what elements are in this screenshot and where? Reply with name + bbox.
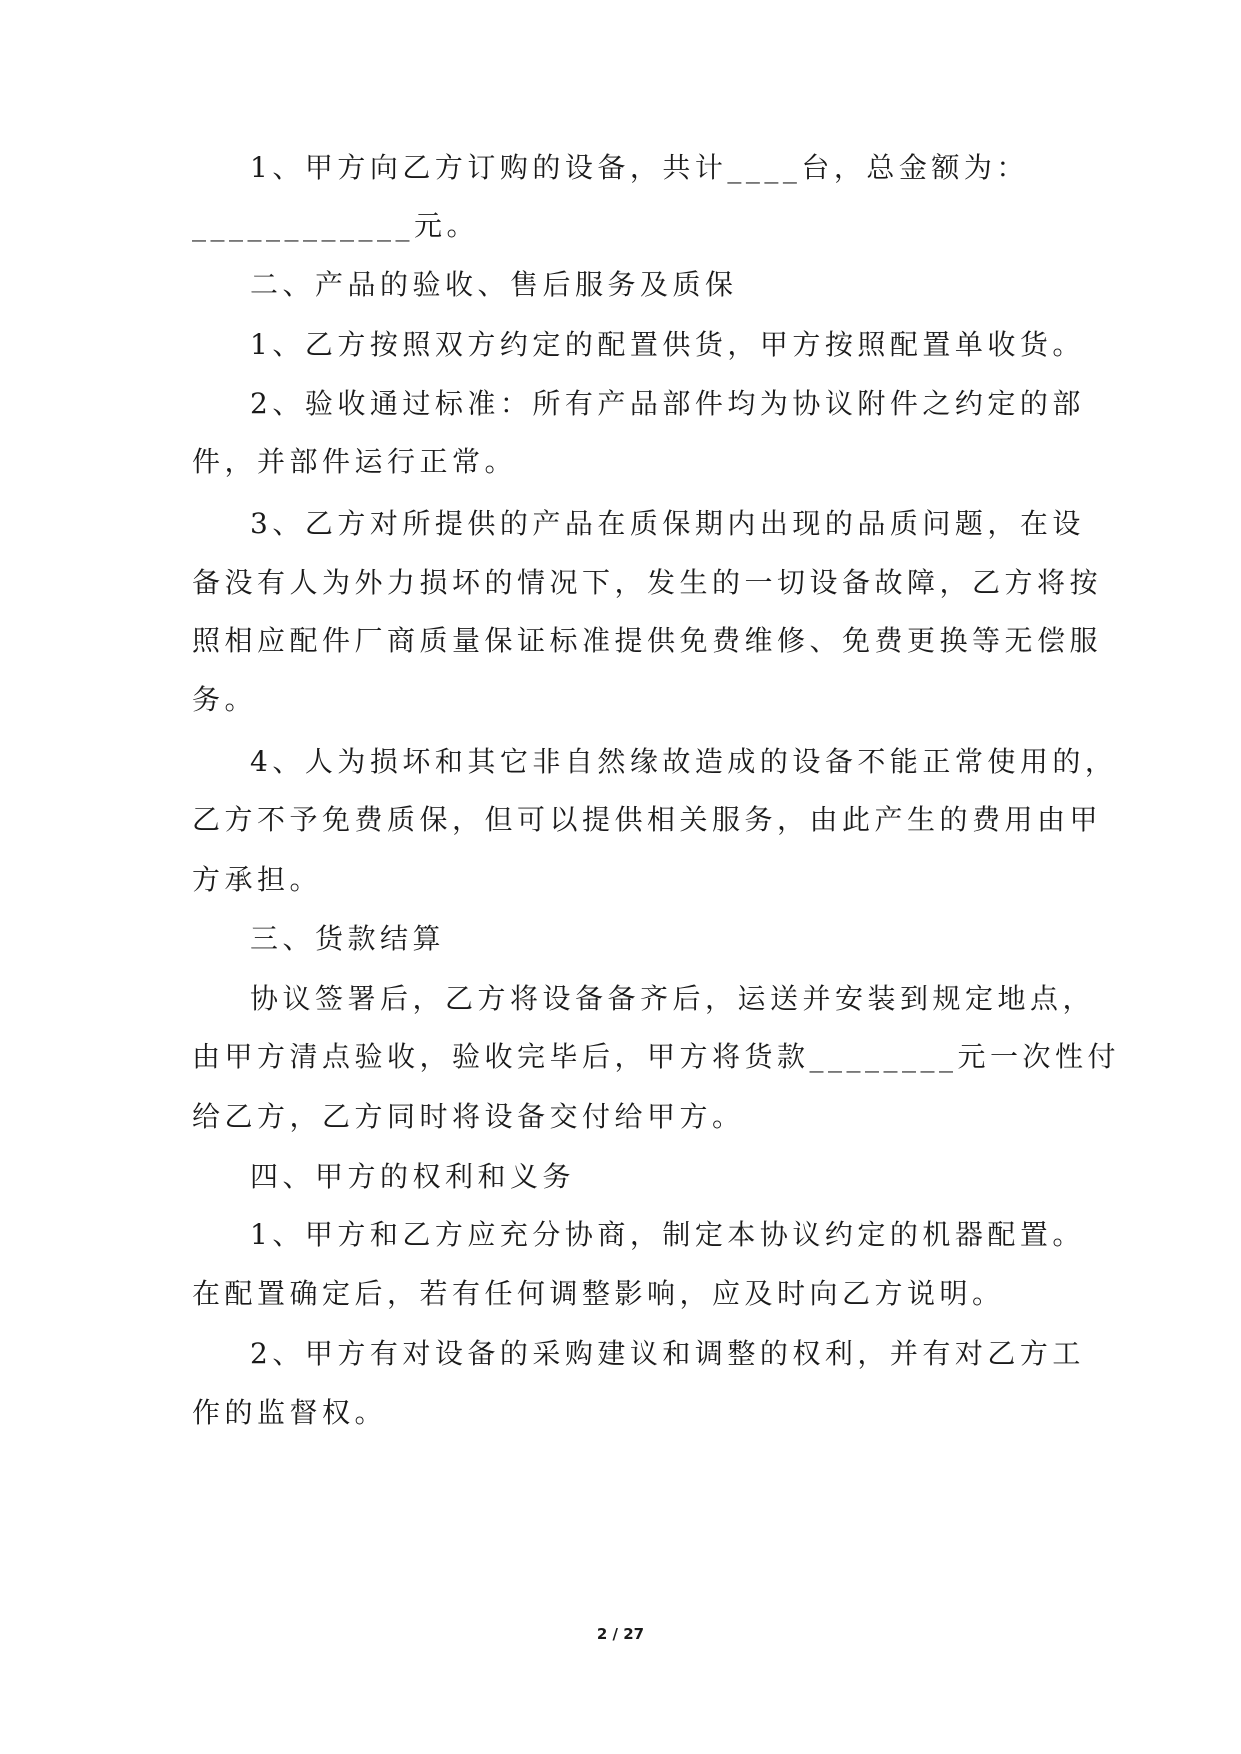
paragraph-line: ____________元。 [192, 209, 480, 242]
paragraph-line: 协议签署后，乙方将设备备齐后，运送并安装到规定地点， [250, 982, 1096, 1015]
paragraph-line: 由甲方清点验收，验收完毕后，甲方将货款________元一次性付 [192, 1040, 1121, 1073]
paragraph-line: 作的监督权。 [192, 1396, 388, 1429]
paragraph-line: 件，并部件运行正常。 [192, 445, 518, 478]
paragraph-line: 给乙方，乙方同时将设备交付给甲方。 [192, 1100, 745, 1133]
paragraph-line: 在配置确定后，若有任何调整影响，应及时向乙方说明。 [192, 1277, 1005, 1310]
paragraph-line: 1、乙方按照双方约定的配置供货，甲方按照配置单收货。 [250, 328, 1085, 361]
paragraph-line: 2、甲方有对设备的采购建议和调整的权利，并有对乙方工 [250, 1337, 1085, 1370]
page-number: 2 / 27 [596, 1625, 645, 1643]
paragraph-line: 4、人为损坏和其它非自然缘故造成的设备不能正常使用的， [250, 745, 1118, 778]
paragraph-line: 备没有人为外力损坏的情况下，发生的一切设备故障，乙方将按 [192, 566, 1103, 599]
section-heading: 二、产品的验收、售后服务及质保 [250, 268, 738, 301]
paragraph-line: 2、验收通过标准：所有产品部件均为协议附件之约定的部 [250, 387, 1085, 420]
paragraph-line: 务。 [192, 683, 258, 716]
section-heading: 三、货款结算 [250, 922, 446, 955]
paragraph-line: 乙方不予免费质保，但可以提供相关服务，由此产生的费用由甲 [192, 803, 1103, 836]
paragraph-line: 1、甲方向乙方订购的设备，共计____台，总金额为： [250, 151, 1029, 184]
section-heading: 四、甲方的权利和义务 [250, 1160, 576, 1193]
paragraph-line: 1、甲方和乙方应充分协商，制定本协议约定的机器配置。 [250, 1218, 1085, 1251]
paragraph-line: 方承担。 [192, 863, 323, 896]
paragraph-line: 照相应配件厂商质量保证标准提供免费维修、免费更换等无偿服 [192, 624, 1103, 657]
paragraph-line: 3、乙方对所提供的产品在质保期内出现的品质问题，在设 [250, 507, 1085, 540]
